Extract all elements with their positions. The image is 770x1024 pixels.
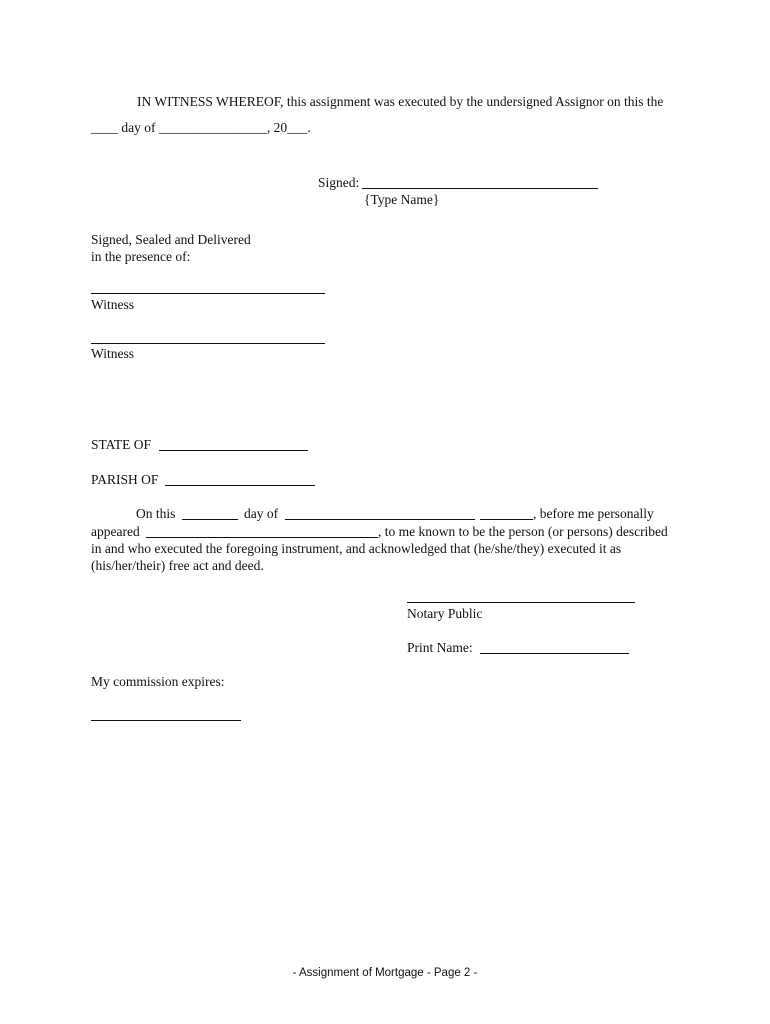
state-field[interactable] — [159, 450, 308, 451]
ack-on-this: On this — [136, 506, 176, 521]
print-name-label: Print Name: — [407, 640, 473, 655]
ack-year-field[interactable] — [480, 519, 533, 520]
ack-line3: in and who executed the foregoing instrument, and acknowledged that (he/she/they) executed it as — [91, 541, 622, 556]
witness-2-label: Witness — [91, 346, 134, 361]
delivery-line1: Signed, Sealed and Delivered — [91, 232, 251, 247]
ack-day-of: day of — [244, 506, 279, 521]
witness-clause-day: ____ day of — [91, 120, 156, 135]
witness-2-signature-line[interactable] — [91, 343, 325, 344]
witness-clause-line2 — [91, 120, 311, 136]
commission-expires-field[interactable] — [91, 720, 241, 721]
ack-line4: (his/her/their) free act and deed. — [91, 558, 264, 573]
witness-1-label: Witness — [91, 297, 134, 312]
ack-month-field[interactable] — [285, 519, 475, 520]
notary-public-label: Notary Public — [407, 606, 483, 621]
ack-appeared: appeared — [91, 524, 140, 539]
state-of-label: STATE OF — [91, 437, 152, 452]
delivery-line2: in the presence of: — [91, 249, 191, 264]
print-name-field[interactable] — [480, 653, 629, 654]
witness-clause-line1: IN WITNESS WHEREOF, this assignment was executed by the undersigned Assignor on this the — [137, 94, 664, 109]
witness-clause-year: ________________, 20___. — [158, 120, 311, 135]
parish-field[interactable] — [165, 485, 315, 486]
parish-of-label: PARISH OF — [91, 472, 159, 487]
page-footer: - Assignment of Mortgage - Page 2 - — [292, 967, 478, 979]
assignor-signature-line[interactable] — [362, 188, 598, 189]
witness-1-signature-line[interactable] — [91, 293, 325, 294]
ack-day-field[interactable] — [182, 519, 238, 520]
commission-expires-label: My commission expires: — [91, 674, 225, 689]
notary-signature-line[interactable] — [407, 602, 635, 603]
signed-label: Signed: — [318, 175, 360, 190]
ack-appeared-field[interactable] — [146, 537, 378, 538]
ack-known-to-be: , to me known to be the person (or persons) described — [378, 524, 668, 539]
type-name-placeholder: {Type Name} — [364, 192, 440, 207]
ack-before-me: , before me personally — [533, 506, 654, 521]
